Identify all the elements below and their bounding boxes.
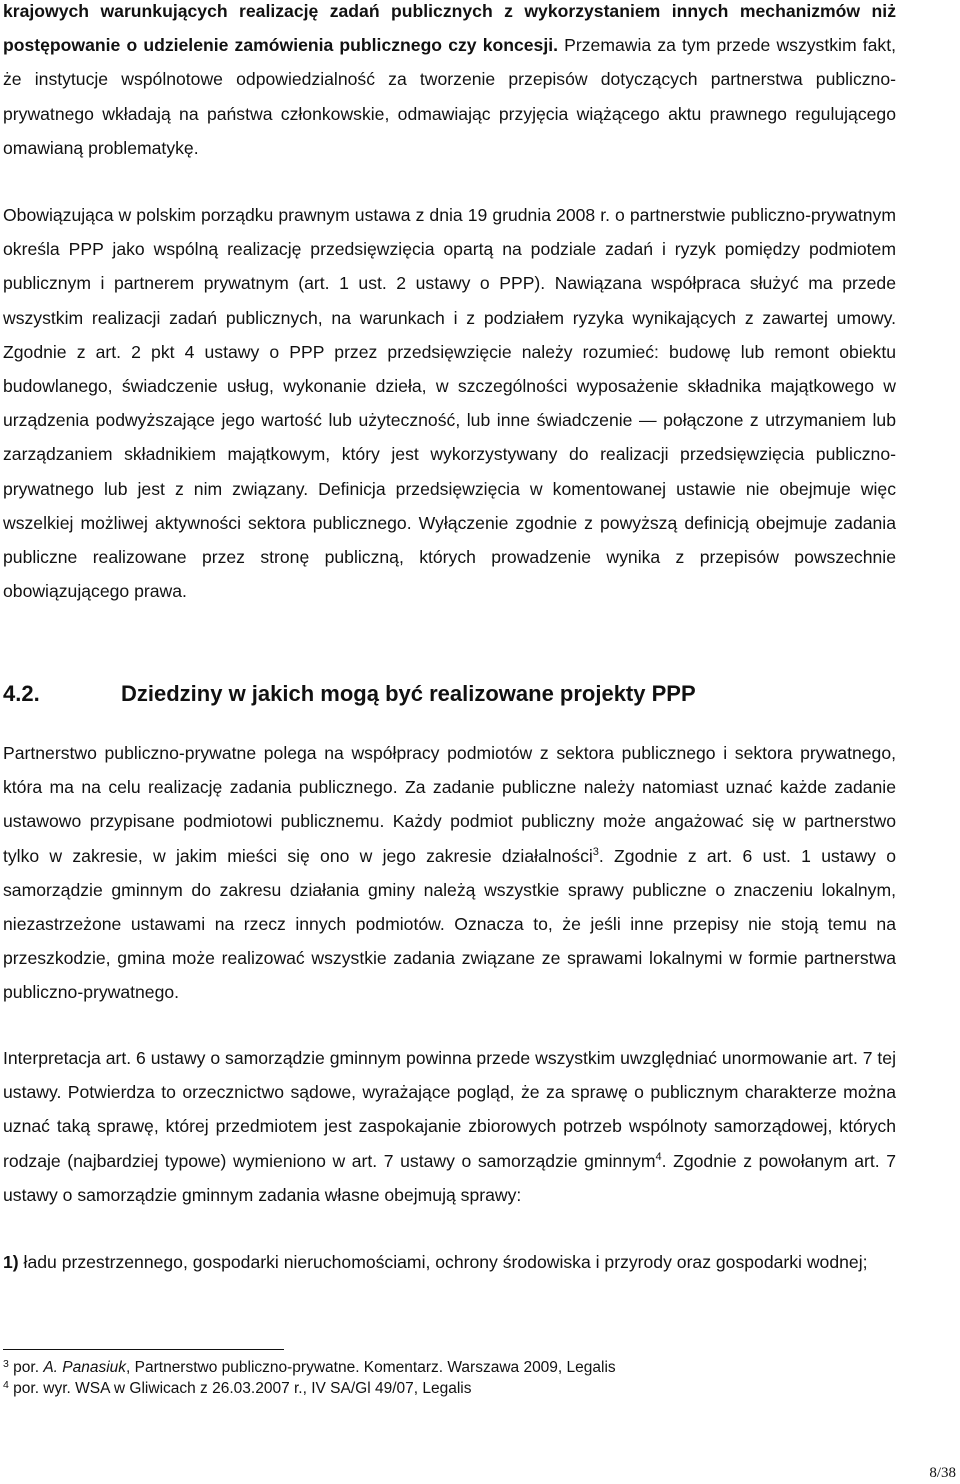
footnote-3-text: , Partnerstwo publiczno-prywatne. Komentarz. Warszawa 2009, Legalis	[126, 1359, 616, 1376]
footnote-separator	[3, 1349, 284, 1350]
list-item-1-marker: 1)	[3, 1252, 19, 1272]
footnote-4-text: por. wyr. WSA w Gliwicach z 26.03.2007 r., IV SA/Gl 49/07, Legalis	[8, 1380, 472, 1397]
page-number: 8/38	[929, 1465, 956, 1481]
footnote-3-prefix: por.	[8, 1359, 44, 1376]
list-item-1-text: ładu przestrzennego, gospodarki nieruchomościami, ochrony środowiska i przyrody oraz gospodarki wodnej;	[18, 1252, 868, 1272]
footnote-3-mark: 3	[3, 1358, 9, 1370]
paragraph-2: Obowiązująca w polskim porządku prawnym ustawa z dnia 19 grudnia 2008 r. o partnerstwie publiczno-prywatnym określa PPP jako wspólną realizację przedsięwzięcia opartą na podziale zadań i ryzyk pomiędzy podmiotem publicznym i partnerem prywatnym (art. 1 ust. 2 ustawy o PPP). Nawiązana współpraca służyć ma przede wszystkim realizacji zadań publicznych, na warunkach i z podziałem ryzyka wynikających z zawartej umowy. Zgodnie z art. 2 pkt 4 ustawy o PPP przez przedsięwzięcie należy rozumieć: budowę lub remont obiektu budowlanego, świadczenie usług, wykonanie dzieła, w szczególności wyposażenie składnika majątkowego w urządzenia podwyższające jego wartość lub użyteczność, lub inne świadczenie — połączone z utrzymaniem lub zarządzaniem składnikiem majątkowym, który jest wykorzystywany do realizacji przedsięwzięcia publiczno-prywatnego lub jest z nim związany. Definicja przedsięwzięcia w komentowanej ustawie nie obejmuje więc wszelkiej możliwej aktywności sektora publicznego. Wyłączenie zgodnie z powyższą definicją obejmuje zadania publiczne realizowane przez stronę publiczną, których prowadzenie wynika z przepisów powszechnie obowiązującego prawa.	[3, 205, 896, 602]
section-title: Dziedziny w jakich mogą być realizowane projekty PPP	[121, 681, 696, 706]
section-number: 4.2.	[3, 681, 40, 706]
footnote-4	[3, 1379, 471, 1399]
section-heading	[3, 677, 696, 711]
paragraph-3	[3, 736, 896, 1010]
footnote-ref-4: 4	[655, 1150, 662, 1163]
footnote-3-author: A. Panasiuk	[43, 1359, 127, 1376]
footnote-3	[3, 1358, 616, 1378]
list-item-1	[3, 1245, 896, 1279]
paragraph-1-bold-lead: krajowych warunkujących realizację zadań publicznych z wykorzystaniem innych mechanizmów niż postępowanie o udzielenie zamówienia publicznego czy koncesji.	[3, 1, 896, 56]
paragraph-4-body-cont: . Zgodnie z powołanym art. 7 ustawy o samorządzie gminnym zadania własne obejmują sprawy:	[3, 1150, 896, 1205]
paragraph-4	[3, 1041, 896, 1212]
paragraph-1	[3, 0, 896, 165]
paragraph-3-body: Partnerstwo publiczno-prywatne polega na współpracy podmiotów z sektora publicznego i sektora prywatnego, która ma na celu realizację zadania publicznego. Za zadanie publiczne należy natomiast uznać każde zadanie ustawowo przypisane podmiotowi publicznemu. Każdy podmiot publiczny może angażować się w partnerstwo tylko w zakresie, w jakim mieści się ono w jego zakresie działalności	[3, 743, 896, 866]
footnote-ref-3: 3	[592, 845, 599, 858]
paragraph-4-body: Interpretacja art. 6 ustawy o samorządzie gminnym powinna przede wszystkim uwzględniać unormowanie art. 7 tej ustawy. Potwierdza to orzecznictwo sądowe, wyrażające pogląd, że za sprawę o publicznym charakterze można uznać taką sprawę, której przedmiotem jest zaspokajanie zbiorowych potrzeb wspólnoty samorządowej, których rodzaje (najbardziej typowe) wymieniono w art. 7 ustawy o samorządzie gminnym	[3, 1048, 896, 1171]
footnote-4-mark: 4	[3, 1379, 9, 1391]
paragraph-1-body: Przemawia za tym przede wszystkim fakt, że instytucje wspólnotowe odpowiedzialność za tworzenie przepisów dotyczących partnerstwa publiczno-prywatnego wkładają na państwa członkowskie, odmawiając przyjęcia wiążącego aktu prawnego regulującego omawianą problematykę.	[3, 35, 896, 158]
paragraph-3-body-cont: . Zgodnie z art. 6 ust. 1 ustawy o samorządzie gminnym do zakresu działania gminy należą wszystkie sprawy publiczne o znaczeniu lokalnym, niezastrzeżone ustawami na rzecz innych podmiotów. Oznacza to, że jeśli inne przepisy nie stoją temu na przeszkodzie, gmina może realizować wszystkie zadania związane ze sprawami lokalnymi w formie partnerstwa publiczno-prywatnego.	[3, 845, 896, 1003]
